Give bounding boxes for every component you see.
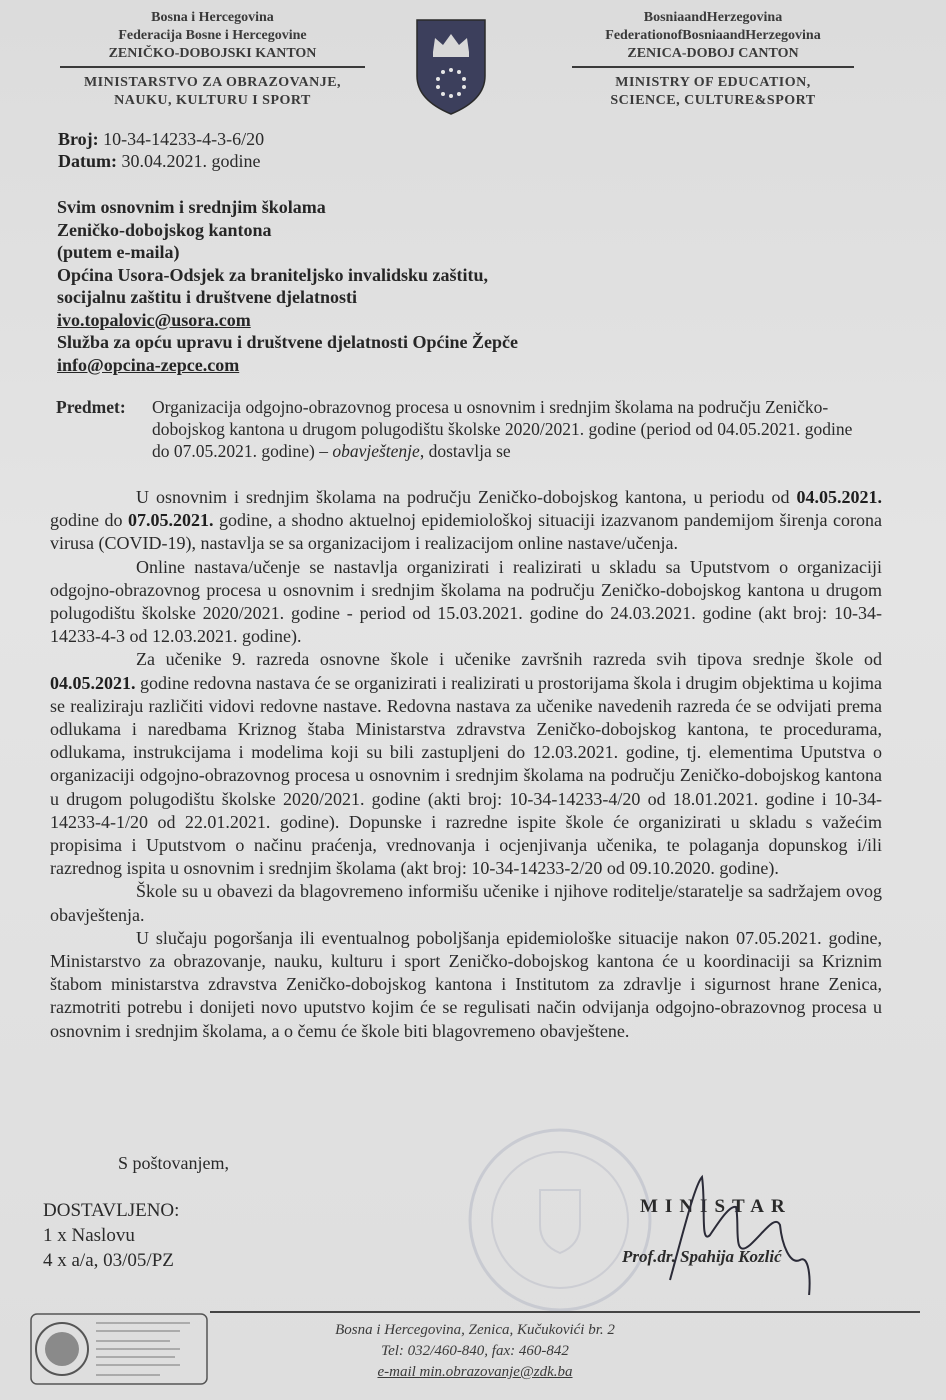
subject-label: Predmet:: [56, 397, 126, 417]
paragraph-1: U osnovnim i srednjim školama na području Zeničko-dobojskog kantona, u periodu od 04.05.2021. godine do 07.05.2021. godine, a shodno aktuelnoj epidemiološkoj situaciji izazvanom pandemijom širenja corona virusa (COVID-19), nastavlja se sa organizacijom i realizacijom online nastave/učenja.: [50, 487, 882, 554]
header-left: [60, 9, 365, 110]
header-right-ministry-1: MINISTRY OF EDUCATION,: [615, 75, 811, 90]
signatory-title: MINISTAR: [640, 1196, 792, 1217]
addressee-line-2: Zeničko-dobojskog kantona: [57, 219, 272, 240]
reference-number: Broj: 10-34-14233-4-3-6/20: [58, 129, 265, 149]
header-left-ministry-2: NAUKU, KULTURU I SPORT: [114, 93, 311, 108]
subject-block: [56, 396, 856, 462]
paragraph-2: Online nastava/učenje se nastavlja organizirati i realizirati u skladu sa Uputstvom o organizaciji odgojno-obrazovnog procesa u osnovnim i srednjim školama na području Zeničko-dobojskog kantona u drugom polugodištu školske 2020/2021. godine - period od 15.03.2021. godine do 24.03.2021. godine (akt broj: 10-34-14233-4-3 od 12.03.2021. godine).: [50, 556, 882, 647]
addressee-line-1: Svim osnovnim i srednjim školama: [57, 197, 326, 217]
coat-of-arms-icon: [413, 18, 489, 116]
delivery-line-2: 4 x a/a, 03/05/PZ: [43, 1250, 174, 1271]
addressee-email-usora[interactable]: ivo.topalovic@usora.com: [57, 309, 251, 330]
addressee-line-3: (putem e-maila): [57, 242, 180, 262]
addressee-line-4: Općina Usora-Odsjek za braniteljsko invalidsku zaštitu,: [57, 264, 489, 285]
document-date: Datum: 30.04.2021. godine: [58, 151, 261, 171]
addressee-line-6: Služba za opću upravu i društvene djelatnosti Općine Žepče: [57, 332, 519, 352]
footer-contact: [240, 1320, 710, 1383]
addressee-line-5: socijalnu zaštitu i društvene djelatnosti: [57, 287, 358, 307]
delivery-title: DOSTAVLJENO:: [43, 1200, 180, 1221]
addressee-email-zepce[interactable]: info@opcina-zepce.com: [57, 354, 240, 375]
header-left-line-2: Federacija Bosne i Hercegovine: [118, 28, 307, 43]
header-right-ministry-2: SCIENCE, CULTURE&SPORT: [610, 93, 816, 108]
addressee-block: [57, 196, 518, 376]
letter-body: [50, 486, 882, 1043]
quality-certification-logo-icon: [30, 1313, 208, 1385]
footer-address: Bosna i Hercegovina, Zenica, Kučukovići br. 2: [335, 1322, 615, 1338]
header-left-ministry-1: MINISTARSTVO ZA OBRAZOVANJE,: [83, 75, 342, 90]
footer-divider: [210, 1311, 920, 1313]
header-left-divider: [60, 66, 365, 68]
footer-phone: Tel: 032/460-840, fax: 460-842: [381, 1343, 569, 1359]
header-right-line-2: FederationofBosniaandHerzegovina: [605, 28, 821, 43]
subject-text: Organizacija odgojno-obrazovnog procesa u osnovnim i srednjim školama na području Zeničko-dobojskog kantona u drugom polugodištu školske 2020/2021. godine (period od 04.05.2021. godine do 07.05.2021. godine) – obavještenje, dostavlja se: [152, 397, 853, 461]
header-right-divider: [572, 66, 854, 68]
official-stamp-icon: [460, 1120, 660, 1320]
footer-email[interactable]: e-mail min.obrazovanje@zdk.ba: [377, 1364, 573, 1380]
signatory-name: Prof.dr. Spahija Kozlić: [622, 1247, 782, 1266]
delivery-line-1: 1 x Naslovu: [43, 1225, 135, 1246]
document-references: [58, 128, 264, 172]
header-left-line-3: ZENIČKO-DOBOJSKI KANTON: [108, 46, 317, 61]
paragraph-5: U slučaju pogoršanja ili eventualnog poboljšanja epidemiološke situacije nakon 07.05.2021. godine, Ministarstvo za obrazovanje, nauku, kulturu i sport Zeničko-dobojskog kantona će u koordinaciji sa Kriznim štabom ministarstva zdravstva Zeničko-dobojskog kantona i Institutom za zdravlje i sigurnost hrane Zenica, razmotriti potrebu i donijeti novo uputstvo kojim će se regulisati način odvijanja odgojno-obrazovnog procesa u osnovnim i srednjim školama, a o čemu će škole biti blagovremeno obavještene.: [50, 927, 882, 1041]
header-right: [572, 9, 854, 110]
paragraph-4: Škole su u obavezi da blagovremeno informišu učenike i njihove roditelje/staratelje sa sadržajem ovog obavještenja.: [50, 881, 882, 925]
handwritten-signature-icon: [640, 1165, 840, 1295]
delivery-list: [43, 1198, 179, 1273]
header-right-line-3: ZENICA-DOBOJ CANTON: [627, 46, 799, 61]
paragraph-3: Za učenike 9. razreda osnovne škole i učenike završnih razreda svih tipova srednje škole od 04.05.2021. godine redovna nastava će se organizirati i realizirati u prostorijama škola i drugim objektima u kojima se realiziraju različiti vidovi redovne nastave. Redovna nastava za učenike navedenih razreda će se odvijati prema odlukama i naredbama Kriznog štaba Ministarstva zdravstva Zeničko-dobojskog kantona, te procedurama, odlukama, instrukcijama i modelima koji su bili zastupljeni do 12.03.2021. godine, tj. elementima Uputstva o organizaciji odgojno-obrazovnog procesa u osnovnim i srednjim školama na području Zeničko-dobojskog kantona u drugom polugodištu školske 2020/2021. godine (akti broj: 10-34-14233-4/20 od 18.01.2021. godine i 10-34-14233-4-1/20 od 22.01.2021. godine). Dopunske i razredne ispite škole će organizirati u skladu s važećim propisima i Uputstvom o načinu praćenja, vrednovanja i ocjenjivanja učenika, te polaganja dopunskog i/ili razrednog ispita u osnovnim i srednjim školama (akt broj: 10-34-14233-2/20 od 09.10.2020. godine).: [50, 649, 882, 879]
header-left-line-1: Bosna i Hercegovina: [151, 10, 274, 25]
closing-greeting: S poštovanjem,: [118, 1153, 229, 1173]
header-right-line-1: BosniaandHerzegovina: [643, 10, 783, 25]
